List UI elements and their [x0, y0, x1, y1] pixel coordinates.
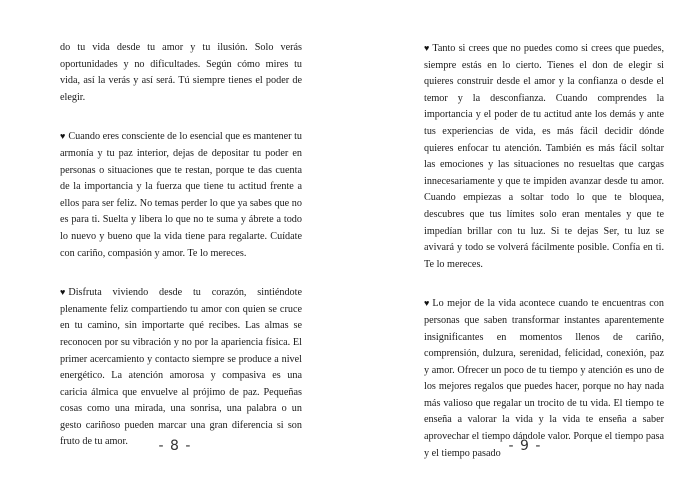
- paragraph-text: do tu vida desde tu amor y tu ilusión. Solo verás oportunidades y no dificultades. Según cómo mires tu vida, así la verás y así será. Tú siempre tienes el poder de elegir.: [60, 42, 302, 103]
- page-number: - 8 -: [158, 438, 192, 454]
- paragraph-text: Cuando eres consciente de lo esencial que es mantener tu armonía y tu paz interior, dejas de depositar tu poder en personas o situaciones que te restan, porque te das cuenta de la importancia y la fuerza que tiene tu actitud frente a ellos para ser feliz. No temas perder lo que ya sabes que no es para ti. Suelta y libera lo que no te suma y ábrete a todo lo nuevo y bueno que la vida tiene para regalarte. Cuídate con cariño, compasión y amor. Te lo mereces.: [60, 131, 302, 259]
- heart-icon: ♥: [424, 298, 430, 309]
- paragraph: [60, 128, 302, 262]
- heart-icon: ♥: [60, 131, 66, 142]
- paragraph-text: Tanto si crees que no puedes como si crees que puedes, siempre estás en lo cierto. Tienes el don de elegir si quieres construir desde el amor y la confianza o desde el temor y la desconfianza. Cuando comprendes la importancia y el poder de tu actitud ante los demás y ante tus experiencias de vida, es más fácil decidir dónde quieres enfocar tu atención. También es más fácil soltar las emociones y las situaciones no resueltas que cargas innecesariamente y que te impiden avanzar desde tu amor. Cuando empiezas a soltar todo lo que te bloquea, descubres que tus límites solo eran mentales y que te impedían brillar con tu luz. Si te dejas Ser, tu luz se avivará y todo se volverá fácilmente posible. Confía en ti. Te lo mereces.: [424, 43, 664, 270]
- paragraph: [60, 40, 302, 106]
- paragraph-text: Lo mejor de la vida acontece cuando te encuentras con personas que saben transformar instantes aparentemente insignificantes en momentos llenos de cariño, comprensión, dulzura, serenidad, felicidad, conexión, paz y amor. Ofrecer un poco de tu tiempo y atención es uno de los mejores regalos que puedes hacer, porque no hay nada más valioso que regalar un trocito de tu vida. El tiempo te enseña a valorar la vida y la vida te enseña a saber aprovechar el tiempo dándole valor. Porque el tiempo pasa y el tiempo pasado: [424, 298, 664, 459]
- heart-icon: ♥: [424, 43, 430, 53]
- page-number: - 9 -: [508, 438, 542, 454]
- paragraph: [60, 284, 302, 451]
- paragraph: [424, 40, 664, 273]
- right-page: [350, 0, 700, 500]
- right-page-text: [424, 40, 664, 484]
- paragraph-text: Disfruta viviendo desde tu corazón, sintiéndote plenamente feliz compartiendo tu amor con quien se cruce en tu camino, sin importarte qué recibes. Las almas se reconocen por su vibración y no por la apariencia física. El primer acercamiento y contacto siempre se produce a nivel energético. La atención amorosa y compasiva es una caricia álmica que envuelve al prójimo de paz. Pequeñas cosas como una mirada, una sonrisa, una palabra o un gesto cariñoso pueden marcar una gran diferencia si son fruto de tu amor.: [60, 287, 302, 448]
- heart-icon: ♥: [60, 287, 66, 298]
- left-page-text: [60, 40, 302, 473]
